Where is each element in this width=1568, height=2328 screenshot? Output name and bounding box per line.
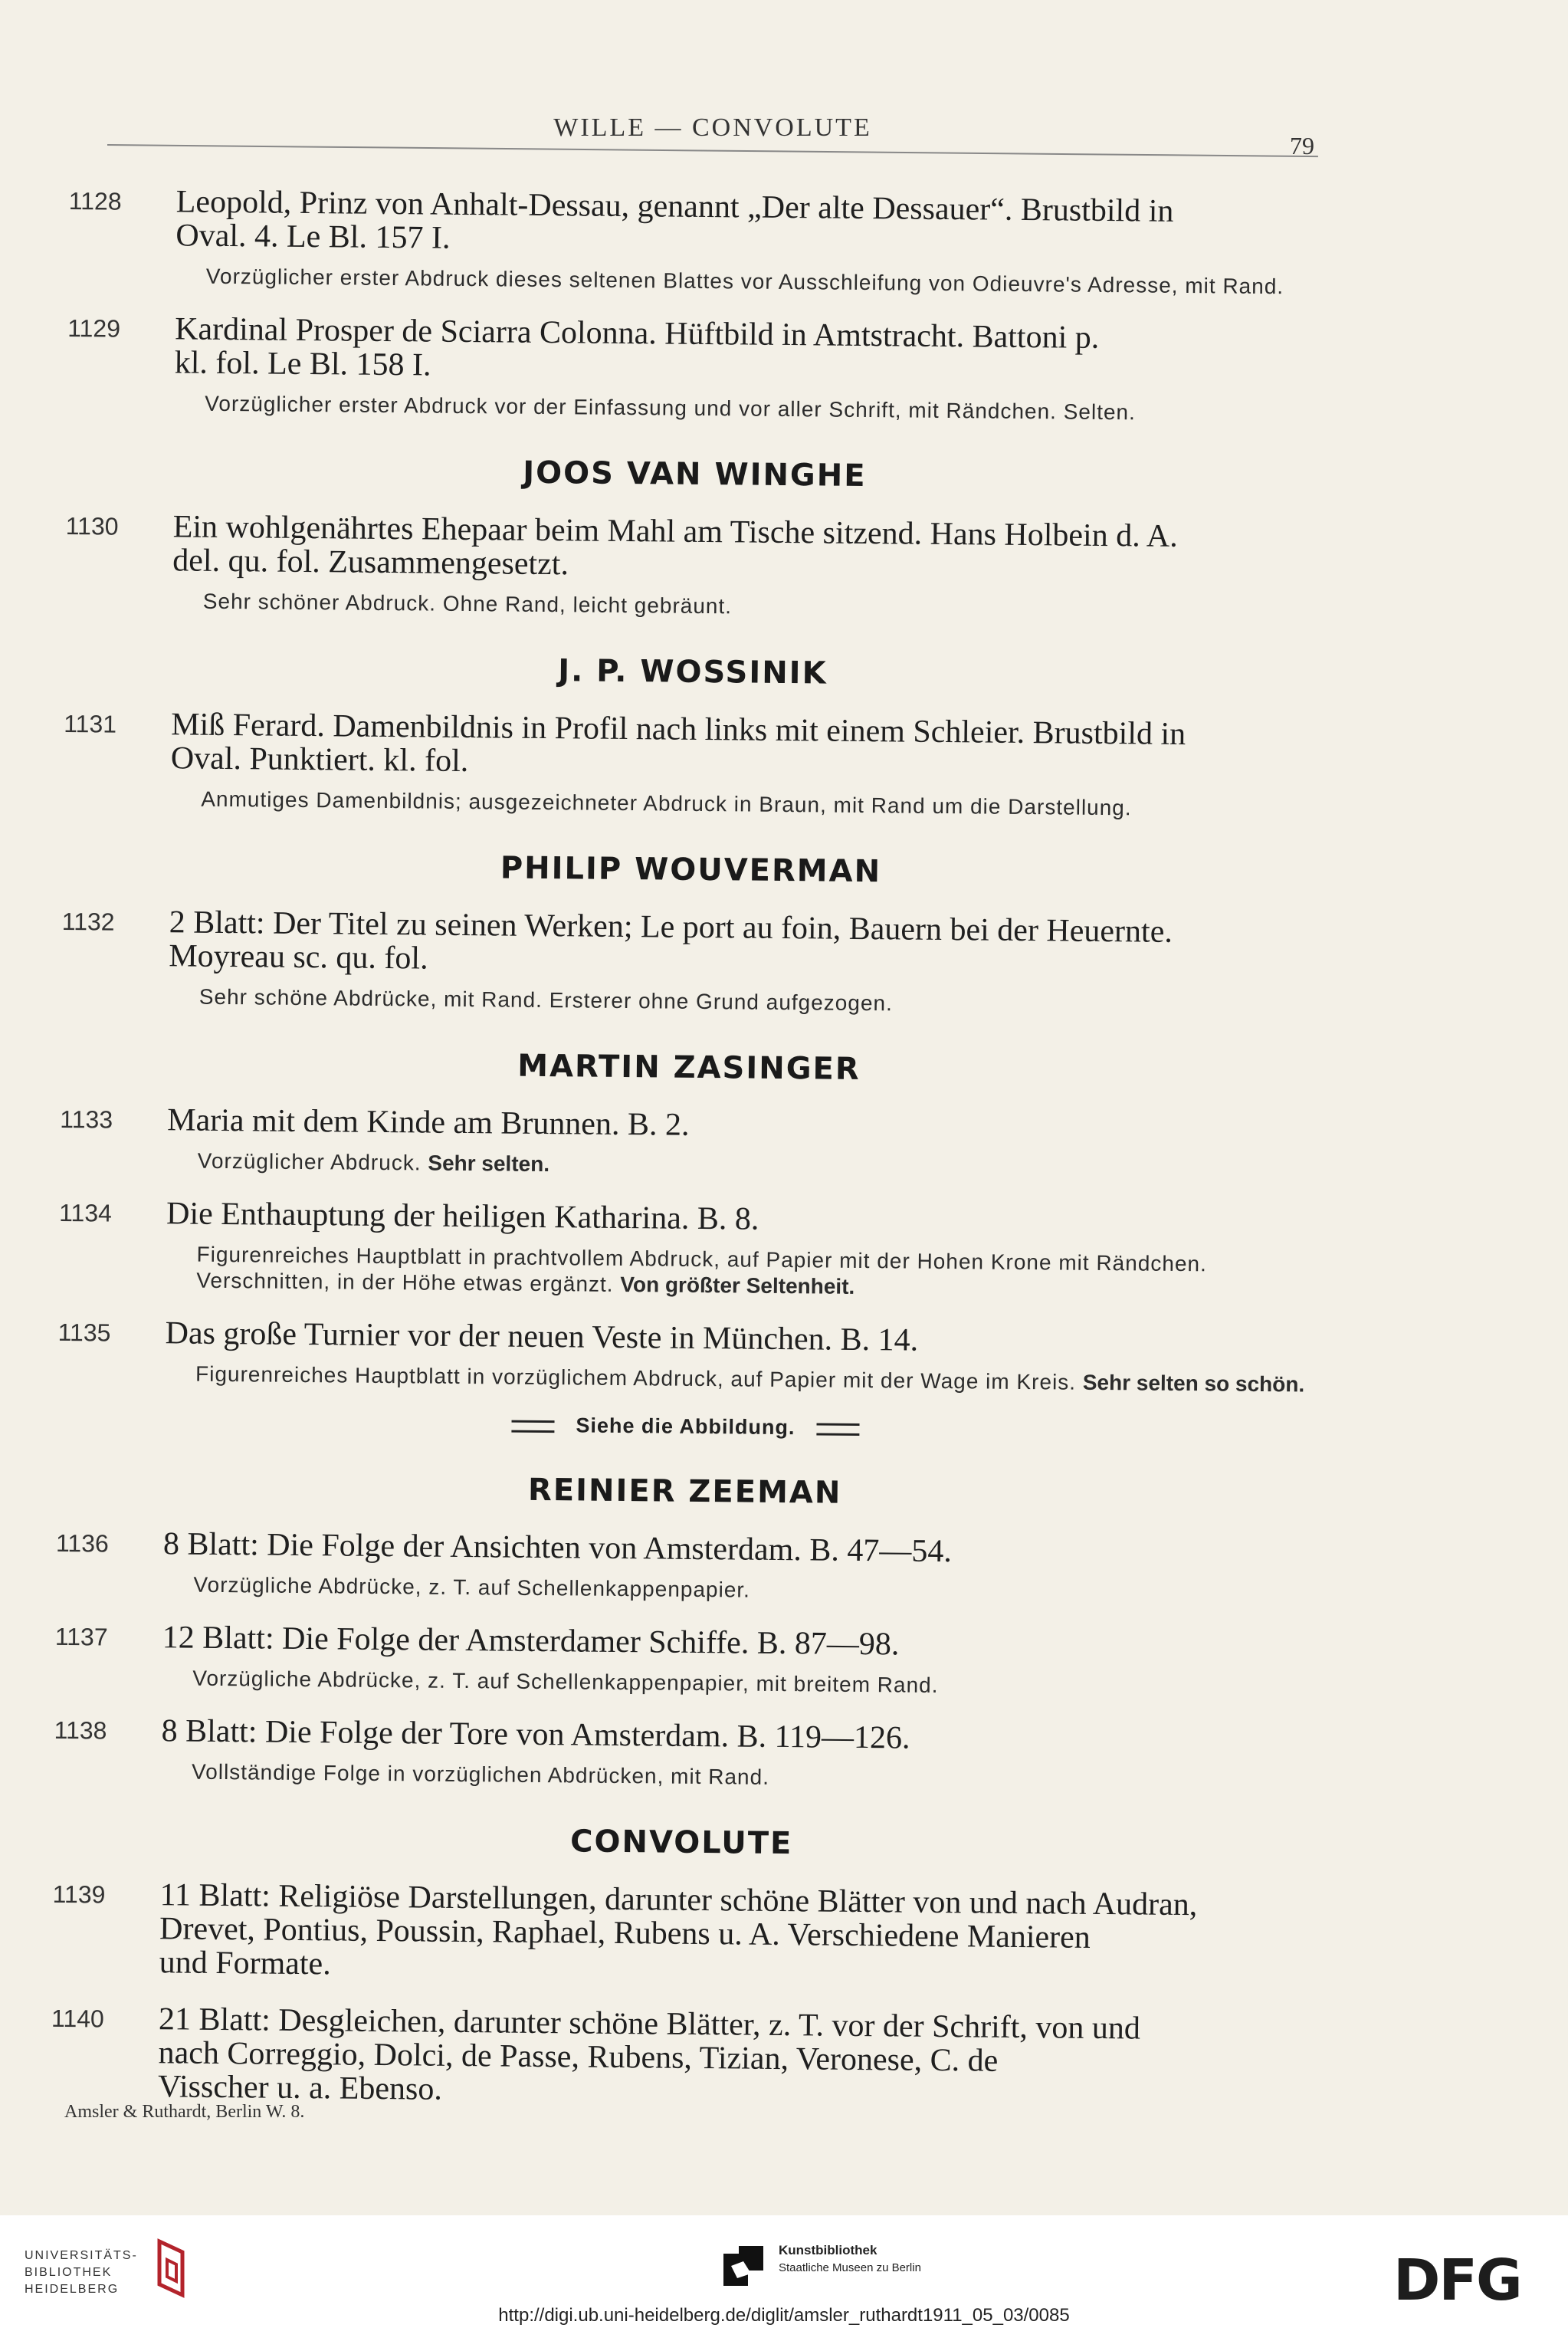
header-rule <box>107 144 1318 157</box>
double-rule-right <box>816 1423 859 1436</box>
description-line: Oval. 4. Le Bl. 157 I. <box>175 218 451 256</box>
catalog-entry <box>60 1102 1317 1185</box>
entry-description <box>166 1197 1316 1241</box>
note-text: Vorzüglicher Abdruck. <box>197 1148 422 1175</box>
note-text: Sehr schöne Abdrücke, mit Rand. Ersterer ohne Grund aufgezogen. <box>198 984 894 1016</box>
entry-description <box>167 1103 1317 1148</box>
artist-heading: CONVOLUTE <box>569 1824 793 1862</box>
note-text: Figurenreiches Hauptblatt in vorzüglichem Abdruck, auf Papier mit der Wage im Kreis. <box>195 1361 1077 1394</box>
condition-note <box>170 786 1320 823</box>
lot-number: 1137 <box>54 1622 108 1651</box>
kunstbibliothek-title: Kunstbibliothek <box>779 2243 877 2257</box>
artist-heading: JOOS VAN WINGHE <box>523 455 867 494</box>
uni-logo-line: BIBLIOTHEK <box>25 2266 113 2279</box>
description-line: del. qu. fol. Zusammengesetzt. <box>172 543 569 583</box>
note-text: Vorzüglicher erster Abdruck dieses seltenen Blattes vor Ausschleifung von Odieuvre's Adresse, mit Rand. <box>205 264 1284 299</box>
entry-description <box>175 185 1326 263</box>
lot-number: 1134 <box>58 1198 113 1227</box>
description-line: Drevet, Pontius, Poussin, Raphael, Rubens u. A. Verschiedene Manieren <box>159 1911 1091 1955</box>
running-head: WILLE — CONVOLUTE <box>553 113 872 142</box>
lot-number: 1140 <box>51 2004 105 2033</box>
catalog-entry <box>61 905 1319 1021</box>
description-line: Ein wohlgenährtes Ehepaar beim Mahl am Tische sitzend. Hans Holbein d. A. <box>172 509 1178 554</box>
entry-description <box>163 1527 1313 1571</box>
catalog-entry <box>55 1526 1313 1609</box>
note-text: Figurenreiches Hauptblatt in prachtvollem Abdruck, auf Papier mit der Hohen Krone mit Rändchen. Verschnitten, in der Höhe etwas ergänzt. <box>196 1242 1208 1296</box>
kunstbibliothek-logo-icon <box>720 2243 766 2289</box>
note-text: Vollständige Folge in vorzüglichen Abdrücken, mit Rand. <box>191 1759 770 1789</box>
description-line: 12 Blatt: Die Folge der Amsterdamer Schiffe. B. 87—98. <box>162 1620 900 1663</box>
kunstbibliothek-subtitle: Staatliche Museen zu Berlin <box>779 2261 921 2274</box>
description-line: nach Correggio, Dolci, de Passe, Rubens, Tizian, Veronese, C. de <box>158 2035 999 2079</box>
condition-note <box>167 1148 1317 1184</box>
entry-description <box>165 1316 1314 1361</box>
note-text: Vorzüglicher erster Abdruck vor der Einfassung und vor aller Schrift, mit Rändchen. Selten. <box>205 391 1137 425</box>
uni-logo-line: UNIVERSITÄTS- <box>25 2249 138 2262</box>
catalog-content <box>51 184 1326 2138</box>
description-line: 21 Blatt: Desgleichen, darunter schöne Blätter, z. T. vor der Schrift, von und <box>158 2001 1141 2047</box>
publisher-imprint: Amsler & Ruthardt, Berlin W. 8. <box>64 2102 305 2122</box>
lot-number: 1138 <box>54 1716 107 1745</box>
see-illustration-note <box>57 1409 1314 1445</box>
see-illustration-text: Siehe die Abbildung. <box>576 1414 795 1440</box>
entry-description <box>175 312 1325 390</box>
condition-note <box>162 1665 1311 1702</box>
catalog-entry <box>58 1196 1316 1305</box>
catalog-entry <box>67 311 1324 428</box>
description-line: und Formate. <box>159 1945 331 1982</box>
note-text: Vorzügliche Abdrücke, z. T. auf Schellenkappenpapier, mit breitem Rand. <box>192 1666 939 1697</box>
note-text: Vorzügliche Abdrücke, z. T. auf Schellenkappenpapier. <box>193 1572 751 1602</box>
entry-description <box>171 708 1321 786</box>
catalog-entry <box>65 509 1323 626</box>
note-emphasis: Sehr selten so schön. <box>1082 1370 1305 1397</box>
artist-heading: REINIER ZEEMAN <box>527 1472 842 1511</box>
lot-number: 1129 <box>67 314 121 343</box>
artist-heading: J. P. WOSSINIK <box>558 653 828 691</box>
condition-note <box>161 1758 1310 1795</box>
lot-number: 1132 <box>61 907 115 936</box>
entry-description <box>172 510 1323 588</box>
lot-number: 1136 <box>55 1528 109 1558</box>
description-line: Das große Turnier vor der neuen Veste in München. B. 14. <box>165 1315 919 1358</box>
lot-number: 1130 <box>65 511 119 540</box>
description-line: Miß Ferard. Damenbildnis in Profil nach links mit einem Schleier. Brustbild in <box>171 707 1186 753</box>
description-line: 8 Blatt: Die Folge der Ansichten von Amsterdam. B. 47—54. <box>162 1526 953 1570</box>
condition-note <box>166 1241 1316 1304</box>
description-line: Maria mit dem Kinde am Brunnen. B. 2. <box>167 1102 690 1143</box>
artist-heading: MARTIN ZASINGER <box>517 1048 861 1087</box>
dfg-logo[interactable]: DFG <box>1393 2248 1521 2313</box>
catalog-entry <box>68 184 1326 300</box>
note-text: Sehr schöner Abdruck. Ohne Rand, leicht gebräunt. <box>202 589 733 619</box>
catalog-entry <box>57 1315 1315 1398</box>
description-line: Kardinal Prosper de Sciarra Colonna. Hüftbild in Amtstracht. Battoni p. <box>174 311 1100 356</box>
condition-note <box>175 263 1325 300</box>
catalog-entry <box>52 1877 1310 1991</box>
description-line: kl. fol. Le Bl. 158 I. <box>174 345 431 383</box>
kunstbibliothek-label[interactable] <box>779 2243 921 2274</box>
description-line: Leopold, Prinz von Anhalt-Dessau, genannt „Der alte Dessauer“. Brustbild in <box>175 184 1174 229</box>
university-library-mark-icon <box>153 2237 189 2300</box>
condition-note <box>169 983 1318 1020</box>
uni-logo-line: HEIDELBERG <box>25 2283 120 2296</box>
description-line: Moyreau sc. qu. fol. <box>169 938 428 977</box>
lot-number: 1135 <box>57 1318 111 1347</box>
condition-note <box>172 588 1322 625</box>
lot-number: 1131 <box>64 709 117 738</box>
entry-description <box>161 1714 1310 1758</box>
description-line: Die Enthauptung der heiligen Katharina. B. 8. <box>166 1196 759 1237</box>
note-emphasis: Sehr selten. <box>428 1151 550 1177</box>
condition-note <box>162 1571 1312 1608</box>
entry-description <box>158 2002 1308 2114</box>
note-text: Anmutiges Damenbildnis; ausgezeichneter Abdruck in Braun, mit Rand um die Darstellung. <box>201 786 1132 820</box>
lot-number: 1139 <box>52 1880 106 1909</box>
catalog-entry <box>54 1713 1311 1796</box>
description-line: 8 Blatt: Die Folge der Tore von Amsterdam. B. 119—126. <box>161 1713 910 1756</box>
entry-description <box>162 1620 1312 1665</box>
note-emphasis: Von größter Seltenheit. <box>620 1272 855 1299</box>
condition-note <box>174 390 1324 427</box>
artist-heading: PHILIP WOUVERMAN <box>500 850 882 890</box>
description-line: Oval. Punktiert. kl. fol. <box>170 740 469 780</box>
lot-number: 1133 <box>60 1105 113 1134</box>
description-line: 2 Blatt: Der Titel zu seinen Werken; Le port au foin, Bauern bei der Heuernte. <box>169 905 1173 950</box>
lot-number: 1128 <box>68 186 122 215</box>
entry-description <box>159 1878 1310 1990</box>
double-rule-left <box>511 1420 554 1433</box>
catalog-entry <box>63 707 1320 823</box>
viewer-footer <box>0 2215 1568 2328</box>
entry-description <box>169 905 1319 983</box>
catalog-entry <box>51 2001 1308 2115</box>
permalink-url[interactable]: http://digi.ub.uni-heidelberg.de/diglit/amsler_ruthardt1911_05_03/0085 <box>498 2305 1070 2326</box>
catalog-entry <box>54 1620 1312 1702</box>
description-line: 11 Blatt: Religiöse Darstellungen, darunter schöne Blätter von und nach Audran, <box>159 1877 1198 1923</box>
condition-note <box>165 1361 1314 1397</box>
university-library-logo[interactable] <box>25 2248 138 2298</box>
page-number: 79 <box>1290 132 1314 159</box>
description-line: Visscher u. a. Ebenso. <box>157 2069 443 2107</box>
